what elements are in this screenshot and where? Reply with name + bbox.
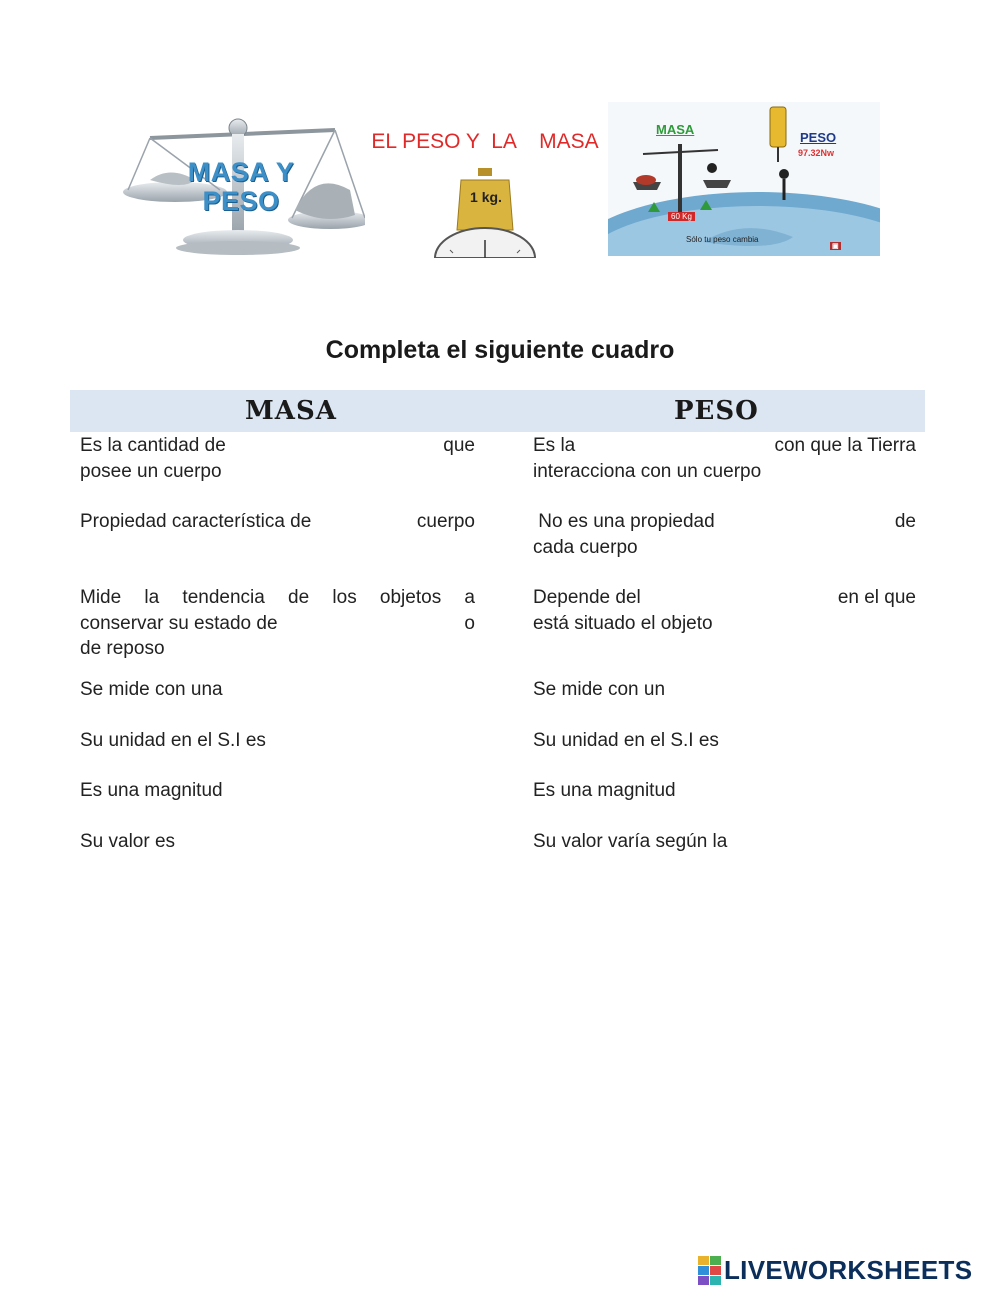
peso-cell-6: Es una magnitud [533,780,676,801]
peso-cell-5: Su unidad en el S.I es [533,730,719,751]
peso-text: interacciona con un cuerpo [533,460,762,482]
masa-cell-2 [80,509,475,535]
masa-cell-3 [80,585,475,662]
masa-cell-1 [80,433,475,484]
peso-cell-1 [533,433,916,484]
column-header-peso: PESO [674,396,759,426]
masa-cell-7: Su valor es [80,831,176,852]
panel3-kg-label: 60 Kg [668,212,695,221]
peso-text: Es la [533,435,576,456]
masa-cell-6: Es una magnitud [80,780,223,801]
peso-text: está situado el objeto [533,612,713,634]
masa-cell-5: Su unidad en el S.I es [80,730,266,751]
peso-text: Depende del [533,587,641,608]
masa-text: Mide la tendencia de los objetos a [80,587,475,608]
liveworksheets-logo [698,1255,972,1285]
table-header [70,390,925,432]
peso-cell-2 [533,509,916,560]
panel3-peso-value: 97.32Nw [798,148,835,158]
masa-text: posee un cuerpo [80,460,222,482]
masa-text: de reposo [80,638,165,659]
page-title: Completa el siguiente cuadro [325,336,675,364]
earth-weight-image [608,102,880,256]
masa-y-peso-text: MASA Y PESO [187,157,295,216]
panel3-caption: Sólo tu peso cambia [686,235,759,244]
peso-text: de [894,511,916,532]
banner-title: EL PESO Y LA MASA [371,130,599,153]
panel3-logo: ▣ [832,243,839,250]
peso-cell-7: Su valor varía según la [533,831,728,852]
peso-masa-image [365,100,605,258]
masa-cell-4: Se mide con una [80,679,223,700]
logo-blocks-icon [698,1256,721,1285]
weight-label: 1 kg. [470,189,502,205]
panel3-peso-label: PESO [800,130,837,145]
logo-text: LIVEWORKSHEETS [724,1254,973,1285]
panel3-masa-label: MASA [656,122,695,137]
masa-text: que [443,435,475,456]
masa-text: cuerpo [416,511,475,532]
peso-cell-4: Se mide con un [533,679,666,700]
masa-text: Propiedad característica de [80,511,312,532]
header-banner [120,100,880,260]
peso-text: con que la Tierra [774,435,916,456]
peso-text: No es una propiedad [533,511,715,532]
masa-text: Es la cantidad de [80,435,226,456]
masa-text: o [464,612,475,634]
peso-cell-3 [533,585,916,636]
balance-scale-image [120,100,365,258]
column-header-masa: MASA [245,396,337,426]
masa-text: conservar su estado de [80,612,278,634]
peso-text: en el que [837,587,916,608]
peso-text: cada cuerpo [533,536,638,558]
